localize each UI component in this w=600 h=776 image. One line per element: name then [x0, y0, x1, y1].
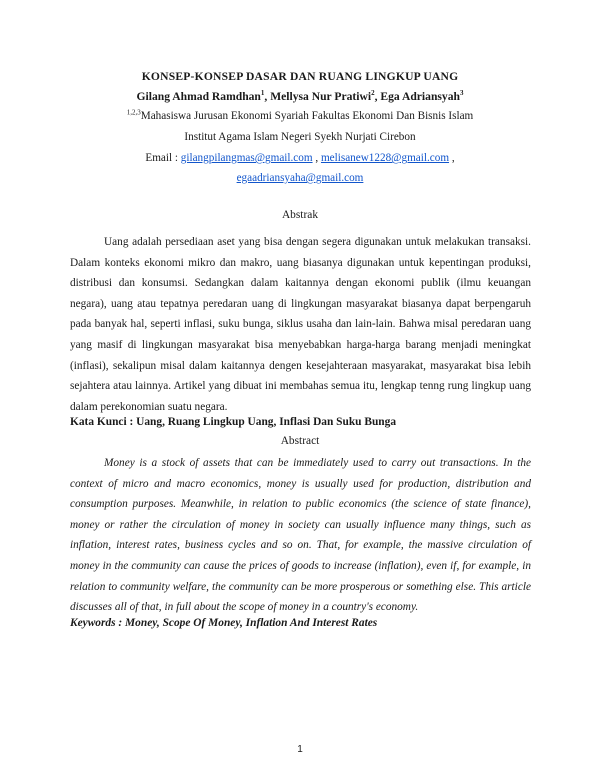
email-separator: ,	[449, 152, 455, 164]
author-name: Gilang Ahmad Ramdhan	[136, 90, 261, 103]
abstract-heading-en: Abstract	[280, 435, 320, 447]
email-label: Email :	[145, 152, 181, 164]
keywords-id: Kata Kunci : Uang, Ruang Lingkup Uang, Inflasi Dan Suku Bunga	[70, 416, 397, 428]
affiliation	[60, 110, 540, 122]
email-link[interactable]: gilangpilangmas@gmail.com	[180, 152, 313, 164]
email-link[interactable]: melisanew1228@gmail.com	[320, 152, 450, 164]
institution: Institut Agama Islam Negeri Syekh Nurjati Cirebon	[184, 131, 416, 143]
abstract-text-en: Money is a stock of assets that can be immediately used to carry out transactions. In the context of micro and macro economics, money is usually used for production, distribution and consumption purposes. Meanwhile, in relation to public economics (the science of state finance), money or rather the circulation of money in society can usually influence many things, such as inflation, interest rates, business cycles and so on. That, for example, the massive circulation of money in the community can cause the prices of goods to increase (inflation), even if, for example, in relation to community welfare, the community can be more prosperous or something else. This article discusses all of that, in full about the scope of money in a country's economy.	[70, 457, 531, 614]
abstract-heading-id: Abstrak	[281, 209, 319, 221]
paper-title: KONSEP-KONSEP DASAR DAN RUANG LINGKUP UANG	[141, 70, 459, 83]
author-list	[60, 90, 540, 103]
email-separator: ,	[312, 152, 321, 164]
abstract-body-en	[70, 453, 531, 618]
email-line	[60, 152, 540, 164]
keywords-en: Keywords : Money, Scope Of Money, Inflation And Interest Rates	[70, 617, 378, 629]
abstract-text-id: Uang adalah persediaan aset yang bisa dengan segera digunakan untuk melakukan transaksi. Dalam konteks ekonomi mikro dan makro, uang biasanya digunakan untuk kepentingan produksi, distribusi dan konsumsi. Sedangkan dalam kaitannya dengan ekonomi publik (ilmu keuangan negara), uang atau tepatnya peredaran uang di lingkungan masyarakat biasanya dapat berpengaruh pada banyak hal, seperti inflasi, suku bunga, siklus usaha dan lain-lain. Bahwa misal peredaran uang yang masif di lingkungan masyarakat bisa menyebabkan harga-harga barang menjadi meningkat (inflasi), sekalipun misal dalam kaitannya dengen kesejahteraan masyarakat, masyarakat bisa lebih sejahtera atau lainnya. Artikel yang dibuat ini membahas semua itu, lengkap tenng rung lingkup uang dalam perekonomian suatu negara.	[70, 236, 531, 413]
author-name: Ega Adriansyah	[380, 90, 460, 103]
author-separator: ,	[374, 90, 381, 103]
author-separator: ,	[264, 90, 271, 103]
affiliation-text: Mahasiswa Jurusan Ekonomi Syariah Fakultas Ekonomi Dan Bisnis Islam	[140, 110, 474, 122]
page-number: 1	[297, 744, 303, 755]
author-superscript: 1	[260, 89, 265, 98]
email-link[interactable]: egaadriansyaha@gmail.com	[236, 172, 364, 184]
author-name: Mellysa Nur Pratiwi	[270, 90, 372, 103]
author-superscript: 2	[371, 89, 375, 98]
affiliation-superscript: 1,2,3	[126, 108, 141, 117]
abstract-body-id	[70, 232, 531, 417]
email-line-2	[60, 172, 540, 184]
author-superscript: 3	[459, 89, 464, 98]
